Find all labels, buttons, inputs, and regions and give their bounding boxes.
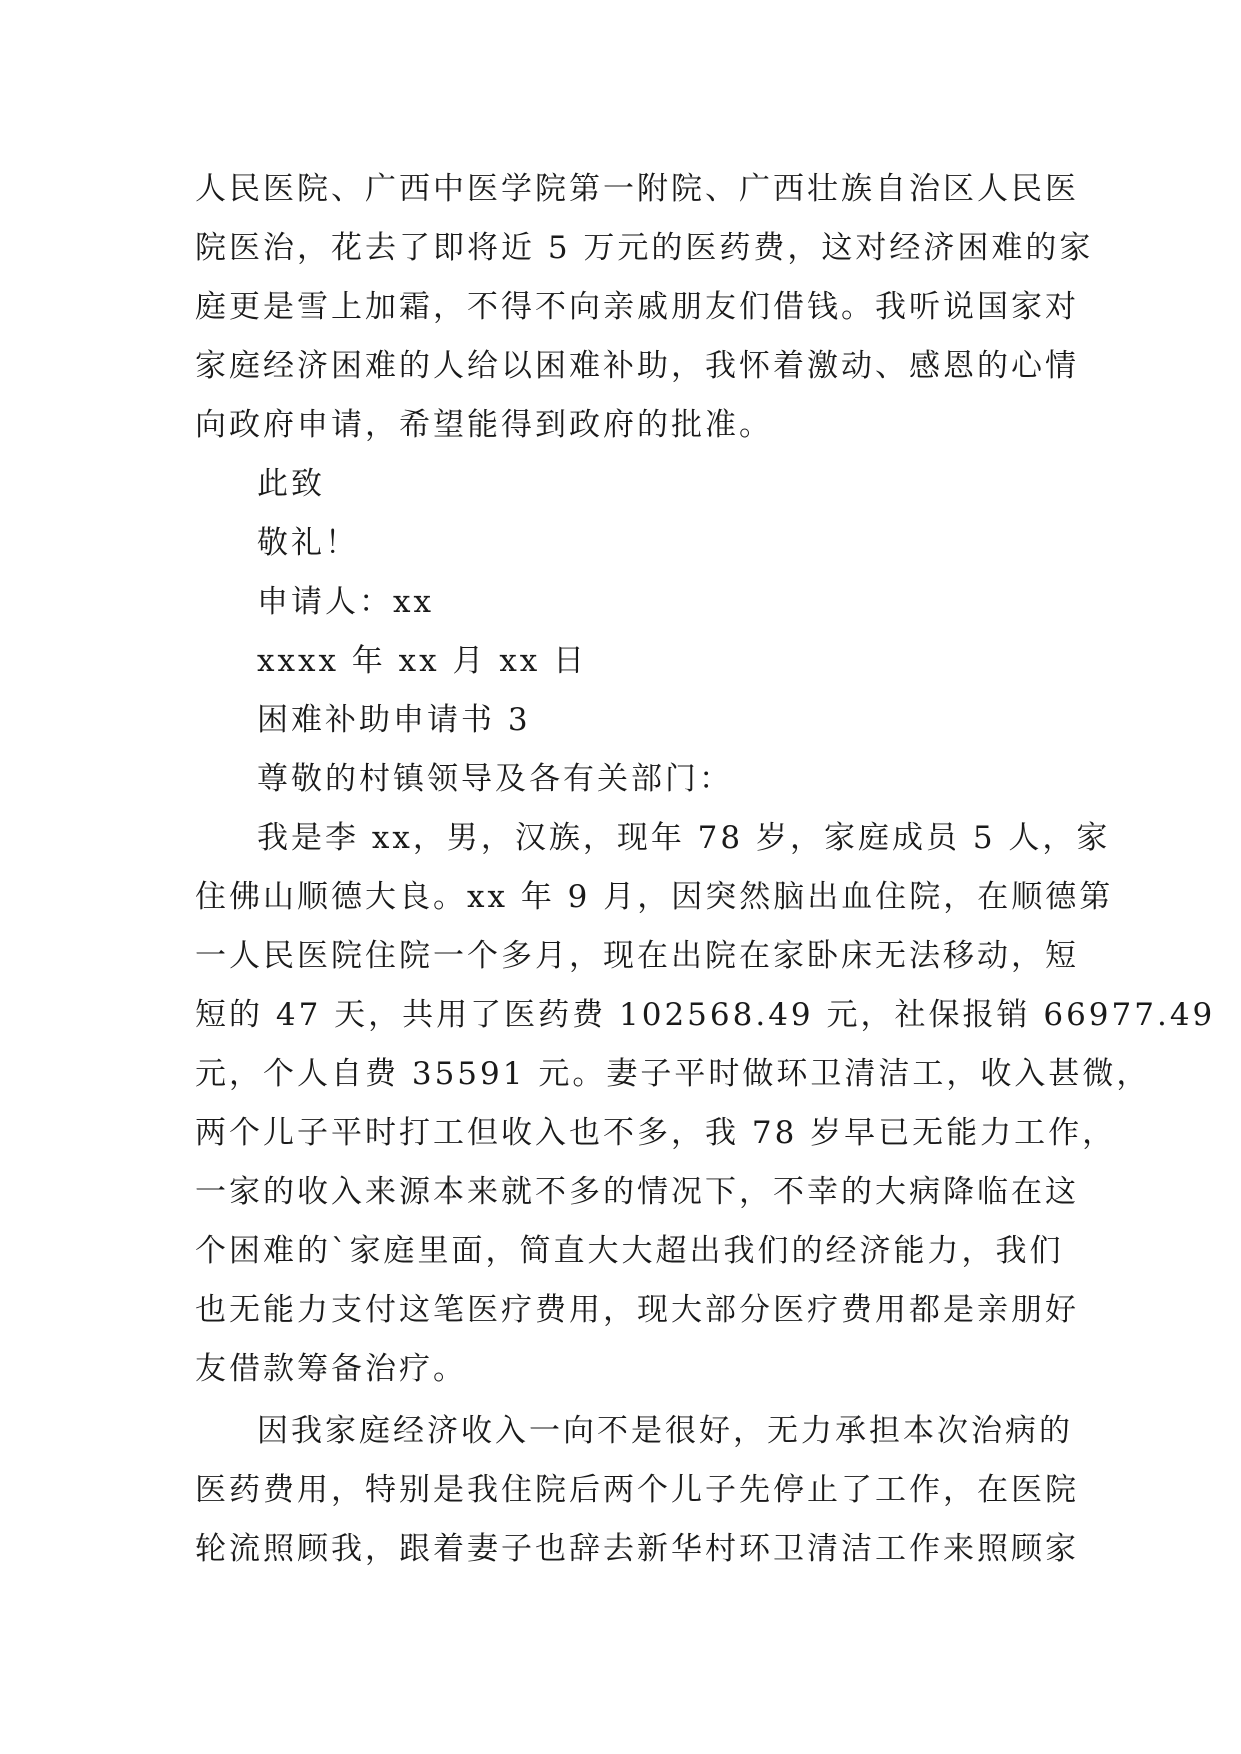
- paragraph-start-line: 因我家庭经济收入一向不是很好，无力承担本次治病的: [257, 1413, 1073, 1449]
- text-line: 个困难的`家庭里面，简直大大超出我们的经济能力，我们: [195, 1233, 1064, 1269]
- text-line: 两个儿子平时打工但收入也不多，我 78 岁早已无能力工作，: [195, 1115, 1117, 1151]
- date-line: xxxx 年 xx 月 xx 日: [257, 643, 588, 679]
- text-line: 人民医院、广西中医学院第一附院、广西壮族自治区人民医: [195, 171, 1079, 207]
- text-line: 一家的收入来源本来就不多的情况下，不幸的大病降临在这: [195, 1174, 1079, 1210]
- text-line: 家庭经济困难的人给以困难补助，我怀着激动、感恩的心情: [195, 348, 1079, 384]
- text-line: 元，个人自费 35591 元。妻子平时做环卫清洁工，收入甚微，: [195, 1056, 1151, 1092]
- section-title: 困难补助申请书 3: [257, 702, 531, 738]
- text-line: 也无能力支付这笔医疗费用，现大部分医疗费用都是亲朋好: [195, 1292, 1079, 1328]
- text-line: 庭更是雪上加霜，不得不向亲戚朋友们借钱。我听说国家对: [195, 289, 1079, 325]
- salutation-line: 敬礼！: [257, 525, 359, 561]
- applicant-line: 申请人：xx: [257, 584, 434, 620]
- paragraph-start-line: 我是李 xx，男，汉族，现年 78 岁，家庭成员 5 人，家: [257, 820, 1111, 856]
- greeting-line: 尊敬的村镇领导及各有关部门：: [257, 761, 733, 797]
- text-line: 轮流照顾我，跟着妻子也辞去新华村环卫清洁工作来照顾家: [195, 1531, 1079, 1567]
- text-line: 院医治，花去了即将近 5 万元的医药费，这对经济困难的家: [195, 230, 1094, 266]
- document-body: [195, 160, 1216, 1579]
- text-line: 住佛山顺德大良。xx 年 9 月，因突然脑出血住院，在顺德第: [195, 879, 1114, 915]
- text-line: 友借款筹备治疗。: [195, 1351, 467, 1387]
- text-line: 医药费用，特别是我住院后两个儿子先停止了工作，在医院: [195, 1472, 1079, 1508]
- text-line: 短的 47 天，共用了医药费 102568.49 元，社保报销 66977.49: [195, 997, 1216, 1033]
- closing-line: 此致: [257, 466, 325, 502]
- text-line: 一人民医院住院一个多月，现在出院在家卧床无法移动，短: [195, 938, 1079, 974]
- text-line: 向政府申请，希望能得到政府的批准。: [195, 407, 773, 443]
